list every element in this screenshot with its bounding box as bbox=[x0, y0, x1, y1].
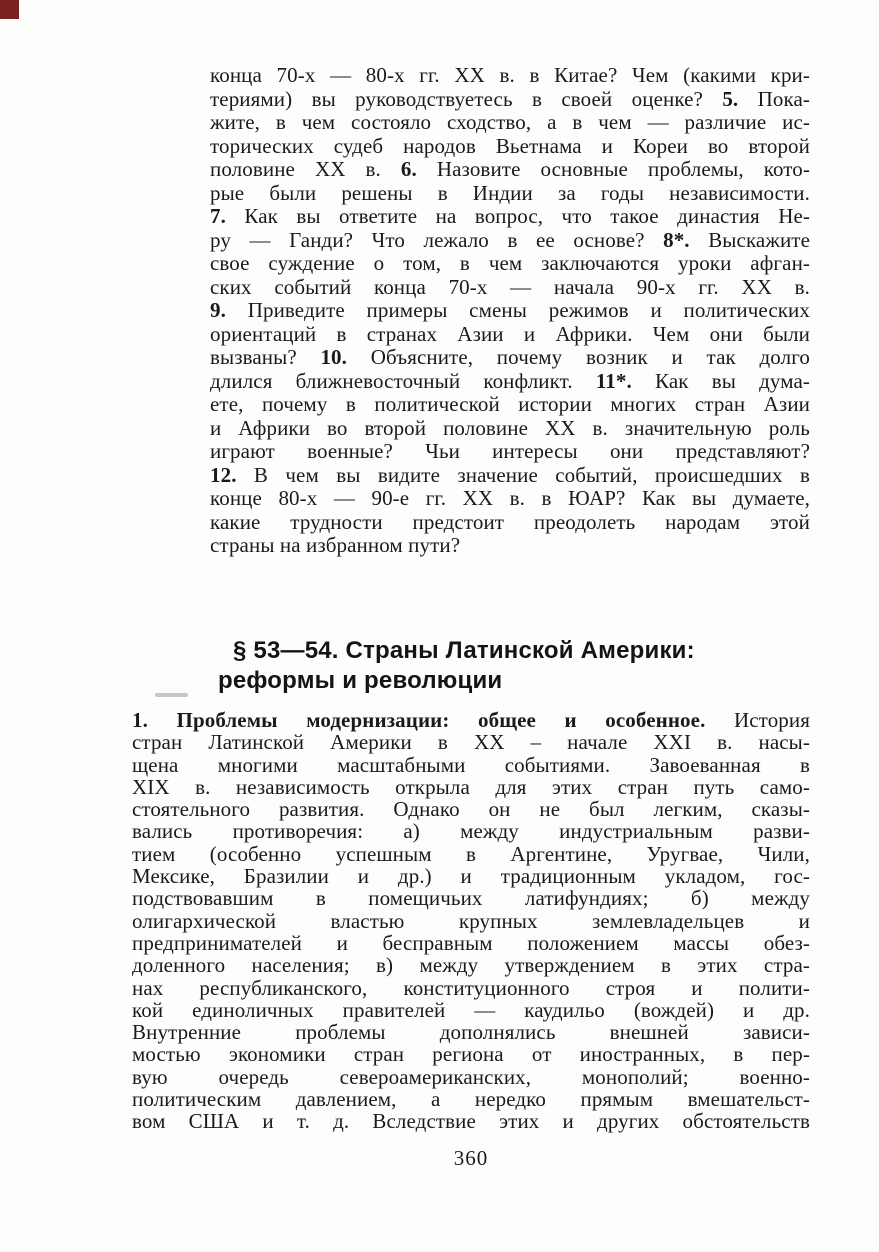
text-line: 1. Проблемы модернизации: общее и особенное. История bbox=[132, 708, 810, 732]
text-line: половине XX в. 6. Назовите основные проблемы, кото- bbox=[210, 157, 810, 181]
text-line: ру — Ганди? Что лежало в ее основе? 8*. Выскажите bbox=[210, 227, 810, 252]
corner-marker bbox=[0, 0, 19, 19]
text-line: щена многими масштабными событиями. Завоеванная в bbox=[132, 752, 810, 777]
section-heading bbox=[218, 636, 784, 696]
text-line: вую очередь североамериканских, монополий; военно- bbox=[132, 1064, 810, 1089]
text-line: 12. В чем вы видите значение событий, происшедших в bbox=[210, 462, 810, 487]
text-line: вались противоречия: а) между индустриальным разви- bbox=[132, 819, 810, 844]
text-line: Мексике, Бразилии и др.) и традиционным укладом, гос- bbox=[132, 864, 810, 889]
questions-paragraph bbox=[210, 64, 810, 558]
text-line: кой единоличных правителей — каудильо (вождей) и др. bbox=[132, 997, 810, 1022]
text-line: олигархической властью крупных землевладельцев и bbox=[132, 908, 810, 933]
scan-artifact-dash bbox=[155, 693, 188, 697]
text-line: нах республиканского, конституционного строя и полити- bbox=[132, 975, 810, 1000]
text-line: свое суждение о том, в чем заключаются уроки афган- bbox=[210, 251, 810, 275]
text-line: 9. Приведите примеры смены режимов и политических bbox=[210, 298, 810, 322]
text-line: конце 80-х — 90-е гг. XX в. в ЮАР? Как вы думаете, bbox=[210, 486, 810, 510]
text-line: вызваны? 10. Объясните, почему возник и так долго bbox=[210, 345, 810, 369]
text-line: стран Латинской Америки в XX – начале XXI в. насы- bbox=[132, 730, 810, 755]
section-heading-line1: § 53—54. Страны Латинской Америки: bbox=[233, 637, 695, 664]
text-line: ских событий конца 70-х — начала 90-х гг. XX в. bbox=[210, 274, 810, 299]
text-line: вом США и т. д. Вследствие этих и других обстоятельств bbox=[132, 1109, 810, 1134]
text-line: мостью экономики стран региона от иностранных, в пер- bbox=[132, 1042, 810, 1067]
text-line: XIX в. независимость открыла для этих стран путь само- bbox=[132, 774, 810, 799]
text-line: конца 70-х — 80-х гг. XX в. в Китае? Чем (какими кри- bbox=[210, 63, 810, 87]
text-line: и Африки во второй половине XX в. значительную роль bbox=[210, 415, 810, 440]
page-number: 360 bbox=[453, 1146, 489, 1170]
text-line: рые были решены в Индии за годы независимости. bbox=[210, 180, 810, 205]
text-line: играют военные? Чьи интересы они представляют? bbox=[210, 439, 810, 463]
text-line: 7. Как вы ответите на вопрос, что такое династия Не- bbox=[210, 204, 810, 228]
text-line: тием (особенно успешным в Аргентине, Уругвае, Чили, bbox=[132, 841, 810, 866]
text-line: предпринимателей и бесправным положением массы обез- bbox=[132, 930, 810, 955]
text-line: ориентаций в странах Азии и Африки. Чем они были bbox=[210, 321, 810, 346]
text-line: политическим давлением, а нередко прямым вмешательст- bbox=[132, 1087, 810, 1112]
text-line: териями) вы руководствуетесь в своей оценке? 5. Пока- bbox=[210, 86, 810, 111]
text-line: страны на избранном пути? bbox=[210, 533, 461, 557]
body-paragraph bbox=[132, 709, 810, 1133]
text-line: ете, почему в политической истории многих стран Азии bbox=[210, 392, 810, 416]
text-line: жите, в чем состояло сходство, а в чем — различие ис- bbox=[210, 110, 810, 134]
text-line: доленного населения; в) между утверждением в этих стра- bbox=[132, 953, 810, 978]
text-line: стоятельного развития. Однако он не был легким, сказы- bbox=[132, 797, 810, 822]
text-line: Внутренние проблемы дополнялись внешней зависи- bbox=[132, 1020, 810, 1045]
text-line: торических судеб народов Вьетнама и Кореи во второй bbox=[210, 133, 810, 158]
text-line: длился ближневосточный конфликт. 11*. Как вы дума- bbox=[210, 368, 810, 393]
text-line: подствовавшим в помещичьих латифундиях; б) между bbox=[132, 886, 810, 911]
text-line: какие трудности предстоит преодолеть народам этой bbox=[210, 509, 810, 534]
section-heading-line2: реформы и революции bbox=[218, 667, 503, 694]
